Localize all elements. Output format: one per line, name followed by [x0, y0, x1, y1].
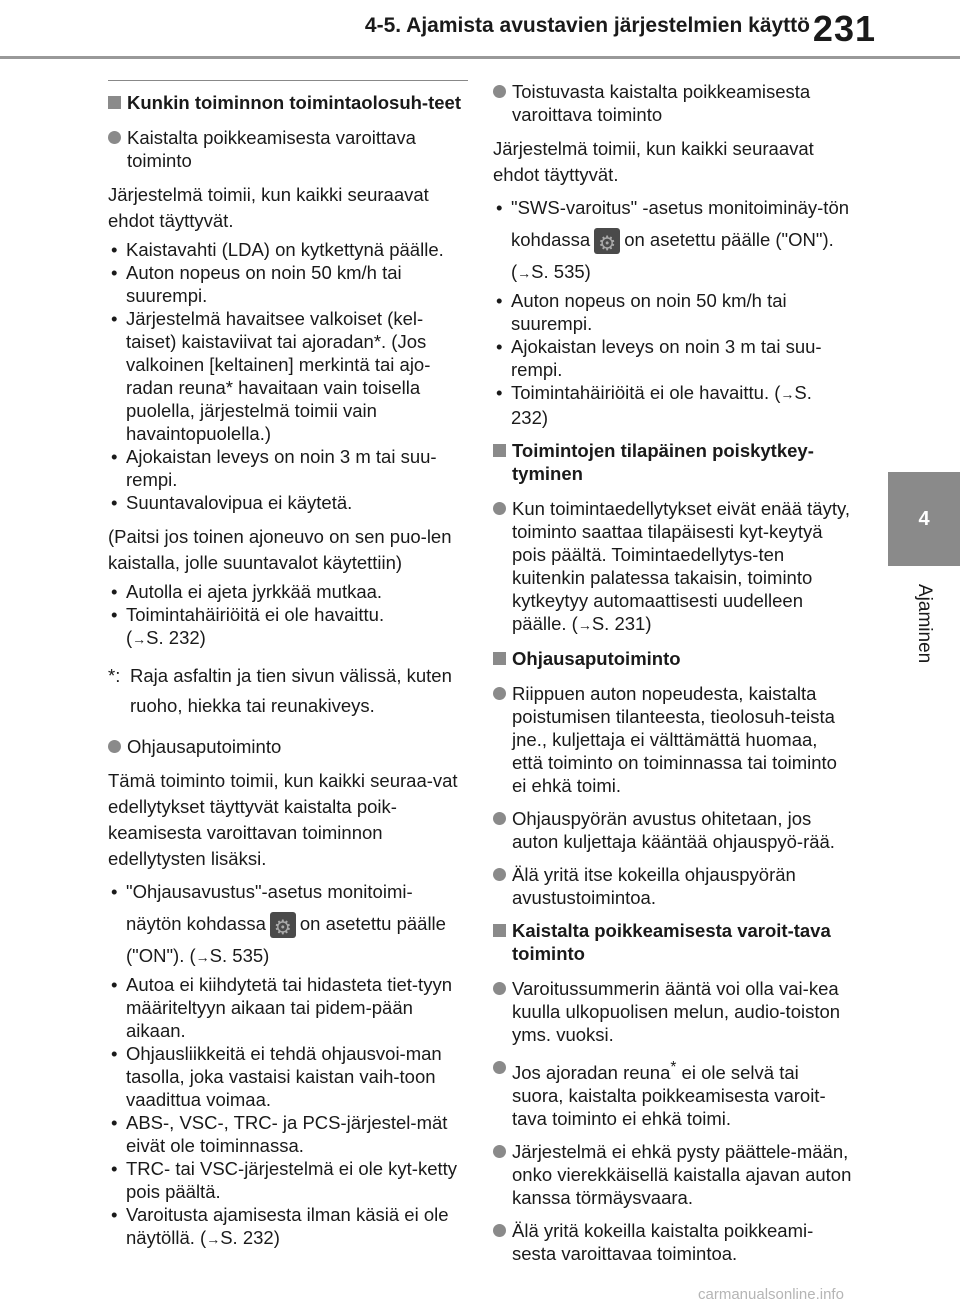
square-bullet-icon: [493, 924, 506, 937]
list-item: • Auton nopeus on noin 50 km/h tai suurempi.: [493, 289, 853, 335]
footnote-mark: *: [670, 1059, 677, 1076]
arrow-icon: →: [132, 631, 147, 647]
paragraph: Tämä toiminto toimii, kun kaikki seuraa-vat edellytykset täyttyvät kaistalta poik-keamisesta varoittavan toiminnon edellytysten lisäksi.: [108, 770, 458, 869]
topic-item: Kaistalta poikkeamisesta varoittava toiminto: [108, 126, 468, 172]
arrow-icon: →: [780, 386, 795, 402]
topic-item: Älä yritä itse kokeilla ohjauspyörän avustustoimintoa.: [493, 863, 853, 909]
section-title: 4-5. Ajamista avustavien järjestelmien käyttö: [364, 14, 810, 37]
list-item: • Varoitusta ajamisesta ilman käsiä ei ole näytöllä. (→S. 232): [108, 1203, 468, 1251]
condition-list: [108, 238, 468, 514]
left-column: [108, 80, 468, 1261]
section-heading: Toimintojen tilapäinen poiskytkey-tyminen: [493, 439, 853, 485]
condition-list: [108, 876, 468, 1251]
chapter-label: Ajaminen: [914, 584, 935, 664]
topic-item: Toistuvasta kaistalta poikkeamisesta varoittava toiminto: [493, 80, 853, 126]
footnote-text: Raja asfaltin ja tien sivun välissä, kuten ruoho, hiekka tai reunakiveys.: [130, 665, 452, 716]
circle-bullet-icon: [493, 1061, 506, 1074]
square-bullet-icon: [108, 96, 121, 109]
page-reference[interactable]: S. 232): [511, 382, 812, 428]
list-item: • Toimintahäiriöitä ei ole havaittu. (→S. 232): [108, 603, 468, 651]
condition-list: [108, 580, 468, 651]
circle-bullet-icon: [493, 85, 506, 98]
list-item: • ABS-, VSC-, TRC- ja PCS-järjestel-mät eivät ole toiminnassa.: [108, 1111, 468, 1157]
circle-bullet-icon: [493, 502, 506, 515]
section-heading: Kunkin toiminnon toimintaolosuh-teet: [108, 91, 468, 114]
page-header: [0, 0, 960, 62]
topic-item: Varoitussummerin ääntä voi olla vai-kea kuulla ulkopuolisen melun, audio-toiston yms. vuoksi.: [493, 977, 853, 1046]
paragraph: Järjestelmä toimii, kun kaikki seuraavat ehdot täyttyvät.: [108, 184, 429, 231]
circle-bullet-icon: [493, 1145, 506, 1158]
circle-bullet-icon: [493, 868, 506, 881]
section-heading: Ohjausaputoiminto: [493, 647, 853, 670]
list-item: • Suuntavalovipua ei käytetä.: [108, 491, 468, 514]
page-reference[interactable]: S. 231): [591, 613, 652, 634]
list-item: • Ajokaistan leveys on noin 3 m tai suu-rempi.: [108, 445, 468, 491]
section-heading: Kaistalta poikkeamisesta varoit-tava toiminto: [493, 919, 853, 965]
page-reference[interactable]: S. 232): [220, 1227, 280, 1248]
list-item: • Autolla ei ajeta jyrkkää mutkaa.: [108, 580, 468, 603]
list-item: • Kaistavahti (LDA) on kytkettynä päälle.: [108, 238, 468, 261]
arrow-icon: →: [577, 617, 592, 633]
circle-bullet-icon: [108, 131, 121, 144]
footnote: [108, 661, 468, 721]
page-reference[interactable]: S. 535): [531, 261, 591, 282]
page-reference[interactable]: S. 535): [209, 945, 270, 966]
header-divider: [0, 56, 960, 59]
circle-bullet-icon: [493, 687, 506, 700]
square-bullet-icon: [493, 652, 506, 665]
list-item: • Ajokaistan leveys on noin 3 m tai suu-rempi.: [493, 335, 853, 381]
square-bullet-icon: [493, 444, 506, 457]
topic-item: Jos ajoradan reuna* ei ole selvä tai suora, kaistalta poikkeamisesta varoit-tava toiminto ei ehkä toimi.: [493, 1056, 853, 1130]
paragraph: (Paitsi jos toinen ajoneuvo on sen puo-len kaistalla, jolle suuntavalot käytettiin): [108, 526, 452, 573]
topic-item: Ohjausaputoiminto: [108, 735, 468, 758]
watermark: carmanualsonline.info: [698, 1286, 844, 1303]
list-item: • Järjestelmä havaitsee valkoiset (kel-taiset) kaistaviivat tai ajoradan*. (Jos valkoinen [keltainen] merkintä tai ajo-radan reuna* havaitaan vain toisella puolella, järjestelmä toimii vain havaintopuolella.): [108, 307, 468, 445]
list-item: • TRC- tai VSC-järjestelmä ei ole kyt-ketty pois päältä.: [108, 1157, 468, 1203]
chapter-tab: [888, 472, 960, 682]
list-item: • Ohjausliikkeitä ei tehdä ohjausvoi-man tasolla, joka vastaisi kaistan vaih-toon vaadittua voimaa.: [108, 1042, 468, 1111]
chapter-number: 4: [888, 472, 960, 566]
list-item: • Toimintahäiriöitä ei ole havaittu. (→S. 232): [493, 381, 853, 429]
right-column: [493, 80, 853, 1275]
paragraph: Järjestelmä toimii, kun kaikki seuraavat ehdot täyttyvät.: [493, 138, 814, 185]
arrow-icon: →: [195, 949, 210, 965]
circle-bullet-icon: [493, 1224, 506, 1237]
page-number: 231: [812, 8, 876, 49]
topic-item: Älä yritä kokeilla kaistalta poikkeami-sesta varoittavaa toimintoa.: [493, 1219, 853, 1265]
settings-gear-icon: [270, 912, 296, 938]
page-reference[interactable]: S. 232): [146, 627, 206, 648]
arrow-icon: →: [206, 1231, 221, 1247]
condition-list: [493, 192, 853, 429]
circle-bullet-icon: [108, 740, 121, 753]
list-item: • Auton nopeus on noin 50 km/h tai suurempi.: [108, 261, 468, 307]
topic-item: Riippuen auton nopeudesta, kaistalta poistumisen tilanteesta, tieolosuh-teista jne., kuljettaja ei välttämättä huomaa, että toiminto on toiminnassa tai toiminto ei ehkä toimi.: [493, 682, 853, 797]
footnote-mark: *:: [108, 665, 121, 686]
topic-item: Järjestelmä ei ehkä pysty päättele-mään, onko vierekkäisellä kaistalla ajavan auton kanssa törmäysvaara.: [493, 1140, 853, 1209]
list-item: • Autoa ei kiihdytetä tai hidasteta tiet-tyyn määriteltyyn aikaan tai pidem-pään aikaan.: [108, 973, 468, 1042]
list-item: • "Ohjausavustus"-asetus monitoimi-näytön kohdassa⚙ on asetettu päälle ("ON"). (→S. 535): [108, 876, 468, 973]
circle-bullet-icon: [493, 812, 506, 825]
topic-item: Ohjauspyörän avustus ohitetaan, jos auton kuljettaja kääntää ohjauspyö-rää.: [493, 807, 853, 853]
topic-item: Kun toimintaedellytykset eivät enää täyty, toiminto saattaa tilapäisesti kyt-keytyä pois päältä. Toimintaedellytys-ten kuitenkin palatessa takaisin, toiminto kytkeytyy automaattisesti uudelleen päälle. (→S. 231): [493, 497, 853, 637]
circle-bullet-icon: [493, 982, 506, 995]
list-item: • "SWS-varoitus" -asetus monitoiminäy-tön kohdassa⚙ on asetettu päälle ("ON"). (→S. 535): [493, 192, 853, 289]
section-rule: [108, 80, 468, 81]
settings-gear-icon: [594, 228, 620, 254]
arrow-icon: →: [517, 265, 532, 281]
